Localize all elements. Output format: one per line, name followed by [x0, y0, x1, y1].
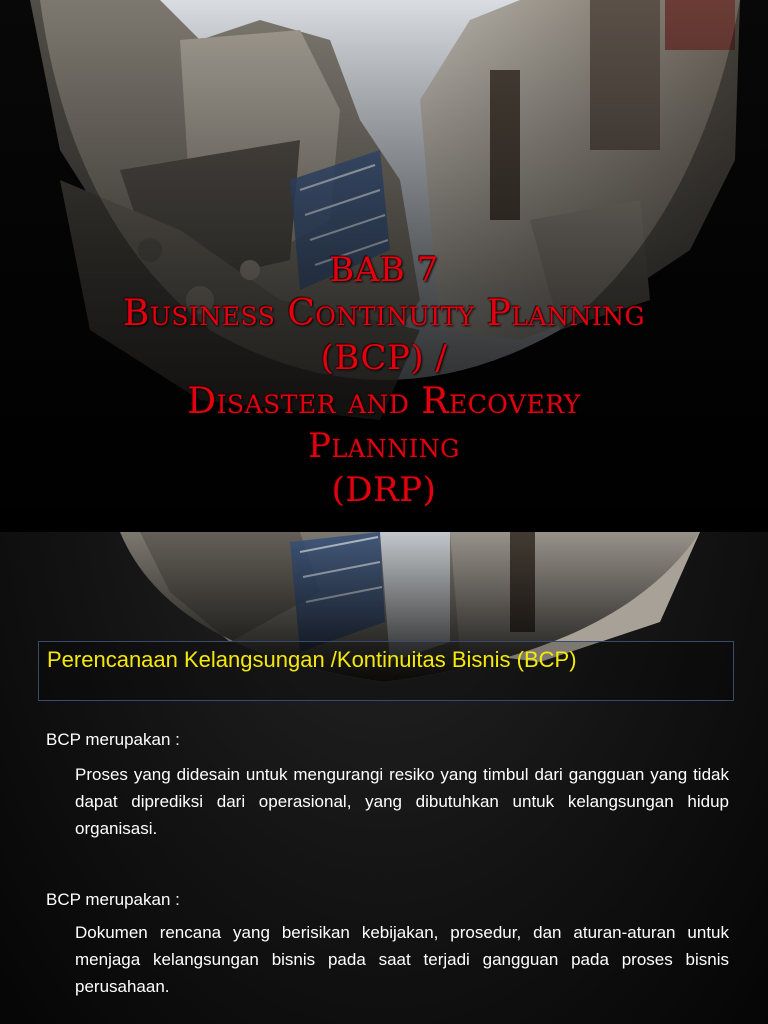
title-line-planning: Planning — [308, 426, 460, 466]
section-heading: Perencanaan Kelangsungan /Kontinuitas Bisnis (BCP) — [47, 647, 577, 672]
section-heading-box — [38, 641, 734, 701]
title-line-bcp: Business Continuity Planning — [122, 293, 646, 334]
paragraph-text-1: Proses yang didesain untuk mengurangi resiko yang timbul dari gangguan yang tidak dapat diprediksi dari operasional, yang dibutuhkan untuk kelangsungan hidup organisasi. — [75, 765, 729, 838]
slide-title — [0, 248, 768, 512]
title-line-bcp-abbr: (BCP) / — [320, 338, 448, 378]
paragraph-label-2: BCP merupakan : — [46, 890, 180, 909]
title-line-drp: Disaster and Recovery — [187, 381, 581, 422]
title-line-drp-abbr: (DRP) — [331, 470, 437, 510]
content-slide — [0, 532, 768, 1024]
paragraph-text-2: Dokumen rencana yang berisikan kebijakan, prosedur, dan aturan-aturan untuk menjaga kelangsungan bisnis pada saat terjadi gangguan pada proses bisnis perusahaan. — [75, 923, 729, 996]
title-line-chapter: BAB 7 — [329, 250, 439, 290]
paragraph-label-1: BCP merupakan : — [46, 730, 180, 749]
